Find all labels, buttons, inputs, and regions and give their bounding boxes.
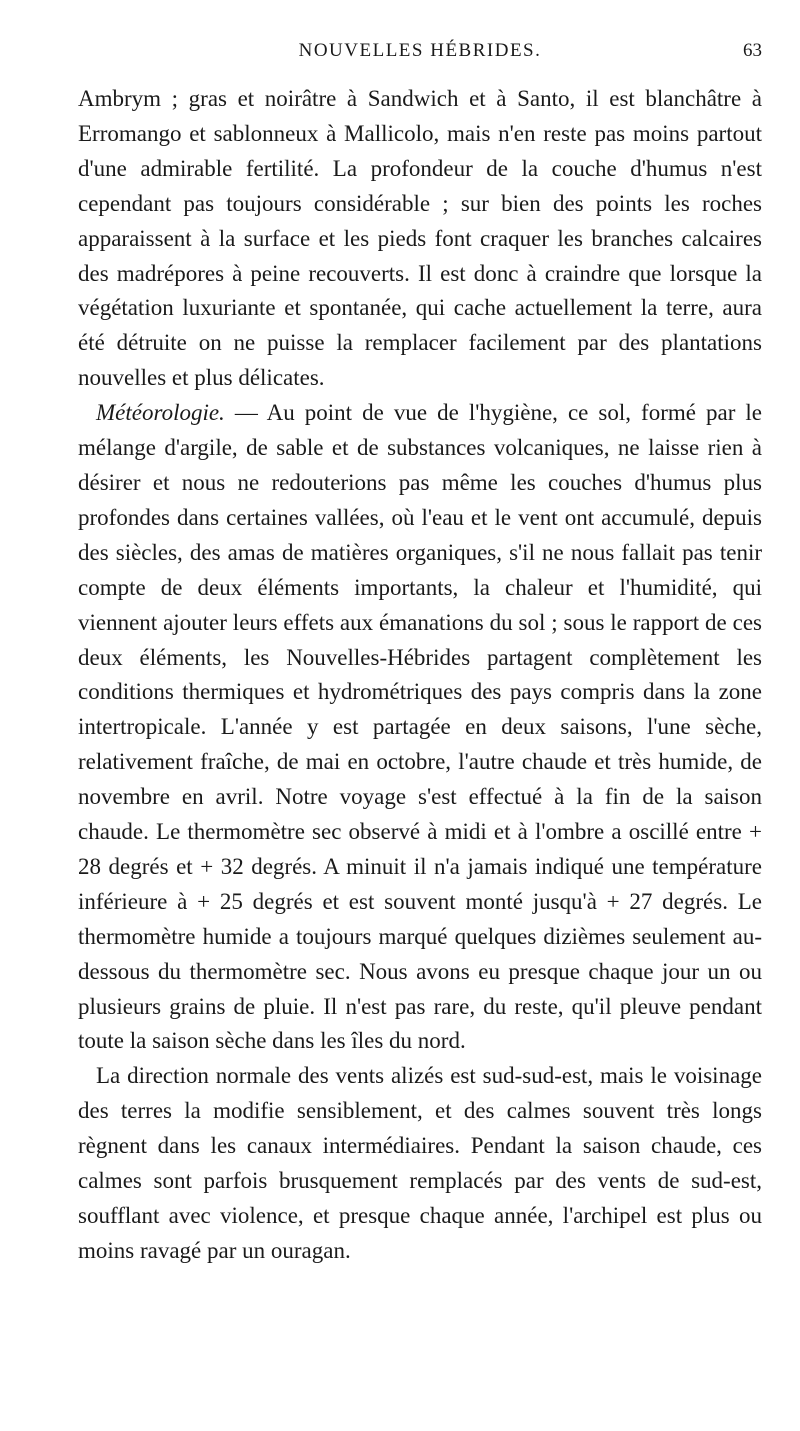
paragraph-meteorology (78, 396, 762, 1059)
running-title: NOUVELLES HÉBRIDES. (298, 40, 542, 61)
paragraph-winds (78, 1059, 762, 1268)
paragraph-text: La direction normale des vents alizés est sud-sud-est, mais le voisinage des terres la modifie sensiblement, et des calmes souvent très longs règnent dans les canaux intermédiaires. Pendant la saison chaude, ces calmes sont parfois brusquement remplacés par des vents de sud-est, soufflant avec violence, et presque chaque année, l'archipel est plus ou moins ravagé par un ouragan. (78, 1063, 762, 1263)
running-head (78, 40, 762, 70)
page-number: 63 (743, 40, 762, 61)
paragraph-text: — Au point de vue de l'hygiène, ce sol, formé par le mélange d'argile, de sable et de substances volcaniques, ne laisse rien à désirer et nous ne redouterions pas même les couches d'humus plus profondes dans certaines vallées, où l'eau et le vent ont accumulé, depuis des siècles, des amas de matières organiques, s'il ne nous fallait pas tenir compte de deux éléments importants, la chaleur et l'humidité, qui viennent ajouter leurs effets aux émanations du sol ; sous le rapport de ces deux éléments, les Nouvelles-Hébrides partagent complètement les conditions thermiques et hydrométriques des pays compris dans la zone intertropicale. L'année y est partagée en deux saisons, l'une sèche, relativement fraîche, de mai en octobre, l'autre chaude et très humide, de novembre en avril. Notre voyage s'est effectué à la fin de la saison chaude. Le thermomètre sec observé à midi et à l'ombre a oscillé entre + 28 degrés et + 32 degrés. A minuit il n'a jamais indiqué une température inférieure à + 25 degrés et est souvent monté jusqu'à + 27 degrés. Le thermomètre humide a toujours marqué quelques dizièmes seulement au-dessous du thermomètre sec. Nous avons eu presque chaque jour un ou plusieurs grains de pluie. Il n'est pas rare, du reste, qu'il pleuve pendant toute la saison sèche dans les îles du nord. (78, 400, 762, 1054)
section-heading: Météorologie. (96, 400, 225, 426)
paragraph-soil (78, 82, 762, 396)
paragraph-text: Ambrym ; gras et noirâtre à Sandwich et à Santo, il est blanchâtre à Erromango et sablonneux à Mallicolo, mais n'en reste pas moins partout d'une admirable fertilité. La profondeur de la couche d'humus n'est cependant pas toujours considérable ; sur bien des points les roches apparaissent à la surface et les pieds font craquer les branches calcaires des madrépores à peine recouverts. Il est donc à craindre que lorsque la végétation luxuriante et spontanée, qui cache actuellement la terre, aura été détruite on ne puisse la remplacer facilement par des plantations nouvelles et plus délicates. (78, 86, 762, 391)
body-text (78, 82, 762, 1269)
